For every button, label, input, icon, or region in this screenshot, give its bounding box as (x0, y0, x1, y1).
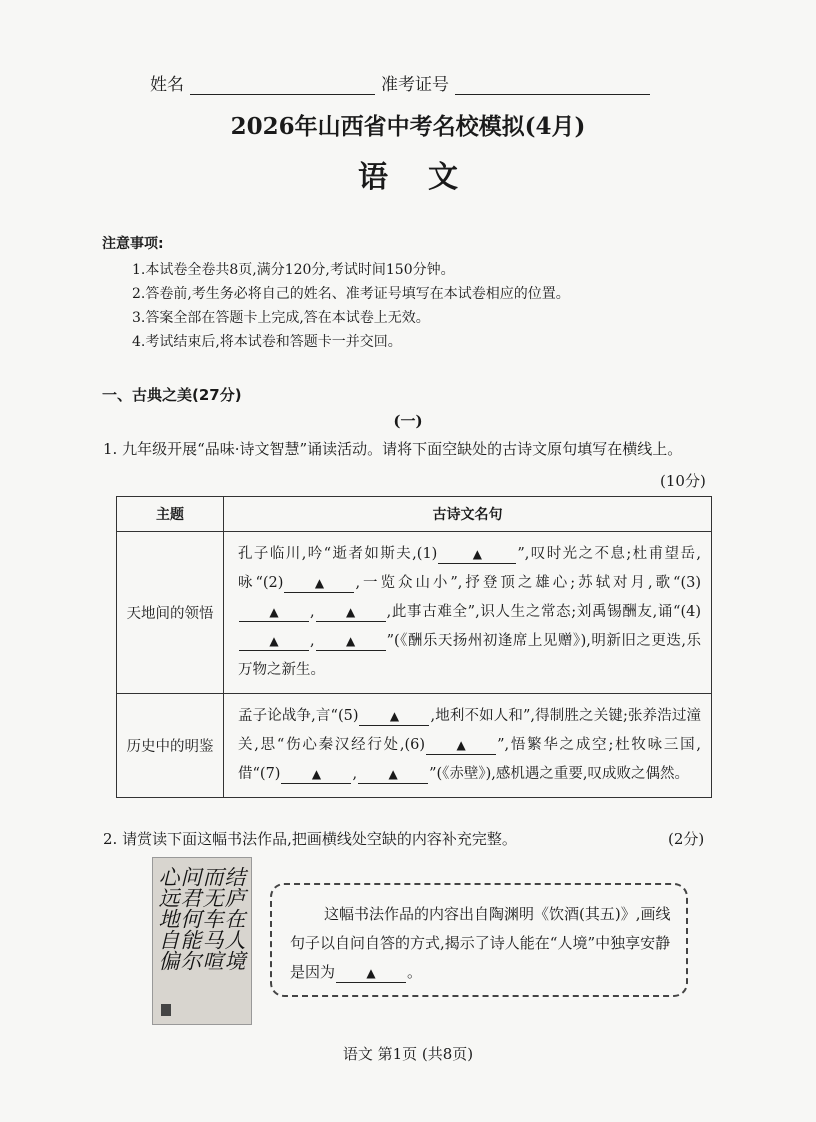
text-fragment: ”(《赤壁》),感机遇之重要,叹成败之偶然。 (429, 766, 690, 782)
text-fragment: ,一览众山小”,抒登顶之雄心;苏轼对月,歌“(3) (355, 575, 702, 591)
table-row (117, 532, 712, 694)
question-2-score: (2分) (668, 830, 705, 848)
text-fragment: 孟子论战争,言“(5) (238, 708, 359, 724)
table-header-content: 古诗文名句 (224, 497, 712, 532)
blank-marker-icon: ▲ (269, 634, 279, 648)
table-header-theme: 主题 (117, 497, 224, 532)
subject-title: 语文 (358, 160, 498, 195)
poem-table (116, 496, 712, 798)
calligraphy-column: 结庐在人境 (222, 866, 246, 971)
table-row (117, 694, 712, 798)
text-fragment: ,此事古难全”,识人生之常态;刘禹锡酬友,诵“(4) (386, 604, 701, 620)
text-fragment: 孔子临川,吟“逝者如斯夫,(1) (238, 546, 438, 562)
text-fragment: , (310, 604, 315, 620)
answer-bubble-text (290, 900, 680, 987)
answer-blank-4a[interactable] (239, 632, 309, 651)
blank-marker-icon: ▲ (345, 634, 356, 648)
answer-blank-5[interactable] (359, 707, 429, 726)
notice-item: 4.考试结束后,将本试卷和答题卡一并交回。 (132, 334, 402, 350)
notice-list (132, 258, 570, 354)
seal-stamp (161, 1004, 171, 1016)
answer-blank-q2[interactable] (336, 963, 406, 983)
calligraphy-image (152, 857, 252, 1025)
blank-marker-icon: ▲ (388, 767, 398, 781)
calligraphy-column: 心远地自偏 (156, 866, 180, 971)
text-fragment: , (310, 633, 315, 649)
name-blank[interactable] (190, 78, 375, 95)
blank-marker-icon: ▲ (456, 738, 466, 752)
calligraphy-column: 问君何能尔 (178, 866, 202, 971)
notice-item: 2.答卷前,考生务必将自己的姓名、准考证号填写在本试卷相应的位置。 (132, 286, 570, 302)
text-fragment: ”,悟繁华之成空;杜牧咏三国,借“(7) (238, 737, 702, 782)
notice-item: 1.本试卷全卷共8页,满分120分,考试时间150分钟。 (132, 262, 455, 278)
text-fragment: ”(《酬乐天扬州初逢席上见赠》),明新旧之更迭,乐万物之新生。 (238, 633, 701, 678)
blank-marker-icon: ▲ (366, 966, 376, 980)
answer-blank-7a[interactable] (281, 765, 351, 784)
notice-heading: 注意事项: (102, 236, 164, 252)
row-theme: 历史中的明鉴 (117, 694, 224, 798)
row-content (224, 694, 712, 798)
exam-id-blank[interactable] (455, 78, 650, 95)
answer-blank-7b[interactable] (358, 765, 428, 784)
answer-blank-3b[interactable] (316, 603, 386, 622)
calligraphy-column: 而无车马喧 (200, 866, 224, 971)
bubble-text-fragment: 这幅书法作品的内容出自陶渊明《饮酒(其五)》,画线句子以自问自答的方式,揭示了诗人能在“人境”中独享安静是因为 (290, 905, 671, 981)
name-label: 姓名 (150, 75, 184, 95)
answer-blank-1[interactable] (438, 545, 516, 564)
part-mark: (一) (393, 412, 423, 430)
notice-item: 3.答案全部在答题卡上完成,答在本试卷上无效。 (132, 310, 430, 326)
blank-marker-icon: ▲ (314, 576, 325, 590)
bubble-text-fragment: 。 (407, 963, 423, 981)
candidate-info-line (150, 70, 650, 95)
exam-id-label: 准考证号 (381, 75, 449, 95)
question-2-prompt: 2. 请赏读下面这幅书法作品,把画横线处空缺的内容补充完整。 (103, 830, 517, 848)
page-footer: 语文 第1页 (共8页) (342, 1045, 474, 1063)
question-1-prompt: 1. 九年级开展“品味·诗文智慧”诵读活动。请将下面空缺处的古诗文原句填写在横线上。 (103, 440, 683, 458)
text-fragment: ,地利不如人和”,得制胜之关键;张养浩过潼关,思“伤心秦汉经行处,(6) (238, 708, 701, 753)
blank-marker-icon: ▲ (311, 767, 322, 781)
blank-marker-icon: ▲ (269, 605, 279, 619)
question-1-score: (10分) (660, 472, 706, 490)
answer-blank-4b[interactable] (316, 632, 386, 651)
answer-blank-6[interactable] (426, 736, 496, 755)
blank-marker-icon: ▲ (389, 709, 400, 723)
exam-title: 2026年山西省中考名校模拟(4月) (230, 113, 586, 140)
row-theme: 天地间的领悟 (117, 532, 224, 694)
answer-blank-3a[interactable] (239, 603, 309, 622)
section-title: 一、古典之美(27分) (102, 386, 242, 404)
text-fragment: , (352, 766, 358, 782)
row-content (224, 532, 712, 694)
answer-blank-2[interactable] (284, 574, 354, 593)
blank-marker-icon: ▲ (472, 547, 482, 561)
blank-marker-icon: ▲ (345, 605, 356, 619)
text-fragment: ”,叹时光之不息;杜甫望岳,咏“(2) (238, 546, 701, 591)
